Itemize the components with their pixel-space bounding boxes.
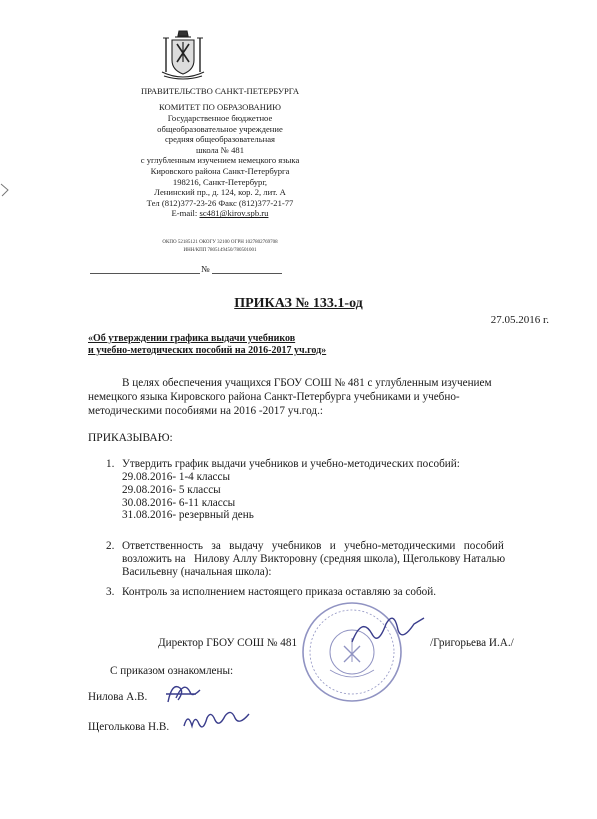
email-label: E-mail:	[171, 208, 198, 219]
institution-line: общеобразовательное учреждение	[157, 123, 283, 134]
registry-codes-2: ИНН/КПП 7805149450/780501001	[183, 248, 257, 253]
committee-line: КОМИТЕТ ПО ОБРАЗОВАНИЮ	[159, 102, 281, 112]
institution-line: Тел (812)377-23-26 Факс (812)377-21-77	[146, 197, 294, 208]
institution-line: Ленинский пр., д. 124, кор. 2, лит. А	[154, 187, 286, 198]
schedule-row: 31.08.2016- резервный день	[122, 509, 254, 522]
institution-line: средняя общеобразовательная	[164, 134, 276, 145]
acquainted-label: С приказом ознакомлены:	[110, 665, 234, 677]
registration-date-line	[90, 273, 200, 274]
document-date: 27.05.2016 г.	[490, 314, 549, 326]
item-number: 2.	[106, 540, 115, 552]
item-line: Васильевну (начальная школа):	[122, 565, 272, 578]
signer-signature	[162, 676, 208, 710]
item-text	[122, 540, 552, 578]
coat-of-arms-emblem	[158, 28, 208, 80]
registry-codes-1: ОКПО 52185121 ОКОГУ 32100 ОГРН 1027802769708	[162, 240, 278, 245]
schedule-list	[122, 471, 254, 522]
registration-number-line	[212, 273, 282, 274]
item-text: Контроль за исполнением настоящего приказа оставляю за собой.	[122, 586, 437, 598]
institution-line: Государственное бюджетное	[167, 113, 273, 123]
schedule-row: 29.08.2016- 1-4 классы	[122, 471, 231, 483]
item-number: 1.	[106, 458, 115, 470]
institution-block	[80, 113, 360, 219]
institution-line: Кировского района Санкт-Петербурга	[150, 165, 290, 176]
email-line	[80, 208, 360, 219]
director-label: Директор ГБОУ СОШ № 481	[158, 637, 298, 649]
preamble-line-1: В целях обеспечения учащихся ГБОУ СОШ № 481 с углубленным изучением	[122, 377, 492, 389]
preamble-line-3: методическими пособиями на 2016 -2017 уч.год.:	[88, 405, 323, 417]
item-number: 3.	[106, 586, 115, 598]
director-signature	[348, 612, 428, 652]
document-subject	[88, 333, 326, 357]
document-title: ПРИКАЗ № 133.1-од	[234, 296, 363, 311]
director-name: /Григорьева И.А./	[430, 637, 514, 649]
subject-line: «Об утверждении графика выдачи учебников	[88, 333, 296, 344]
item-line: возложить на Нилову Аллу Викторовну (средняя школа), Щеголькову Наталью	[122, 552, 506, 565]
institution-line: школа № 481	[195, 144, 245, 155]
subject-line: и учебно-методических пособий на 2016-2017 уч.год»	[88, 345, 327, 356]
order-word: ПРИКАЗЫВАЮ:	[88, 432, 173, 444]
schedule-row: 29.08.2016- 5 классы	[122, 483, 221, 496]
email-link[interactable]: sc481@kirov.spb.ru	[199, 208, 269, 219]
signer-name: Нилова А.В.	[88, 691, 148, 703]
edge-mark	[0, 180, 10, 200]
institution-line: 198216, Санкт-Петербург,	[172, 176, 268, 187]
signer-name: Щеголькова Н.В.	[88, 721, 170, 733]
government-line: ПРАВИТЕЛЬСТВО САНКТ-ПЕТЕРБУРГА	[140, 86, 300, 96]
institution-line: с углубленным изучением немецкого языка	[140, 155, 300, 166]
preamble-line-2: немецкого языка Кировского района Санкт-Петербурга учебниками и учебно-	[88, 391, 460, 403]
signer-signature	[180, 708, 254, 736]
item-text: Утвердить график выдачи учебников и учебно-методических пособий:	[122, 458, 460, 470]
number-sign: №	[201, 264, 210, 274]
item-line: Ответственность за выдачу учебников и учебно-методическими пособий	[122, 540, 504, 552]
schedule-row: 30.08.2016- 6-11 классы	[122, 496, 236, 509]
